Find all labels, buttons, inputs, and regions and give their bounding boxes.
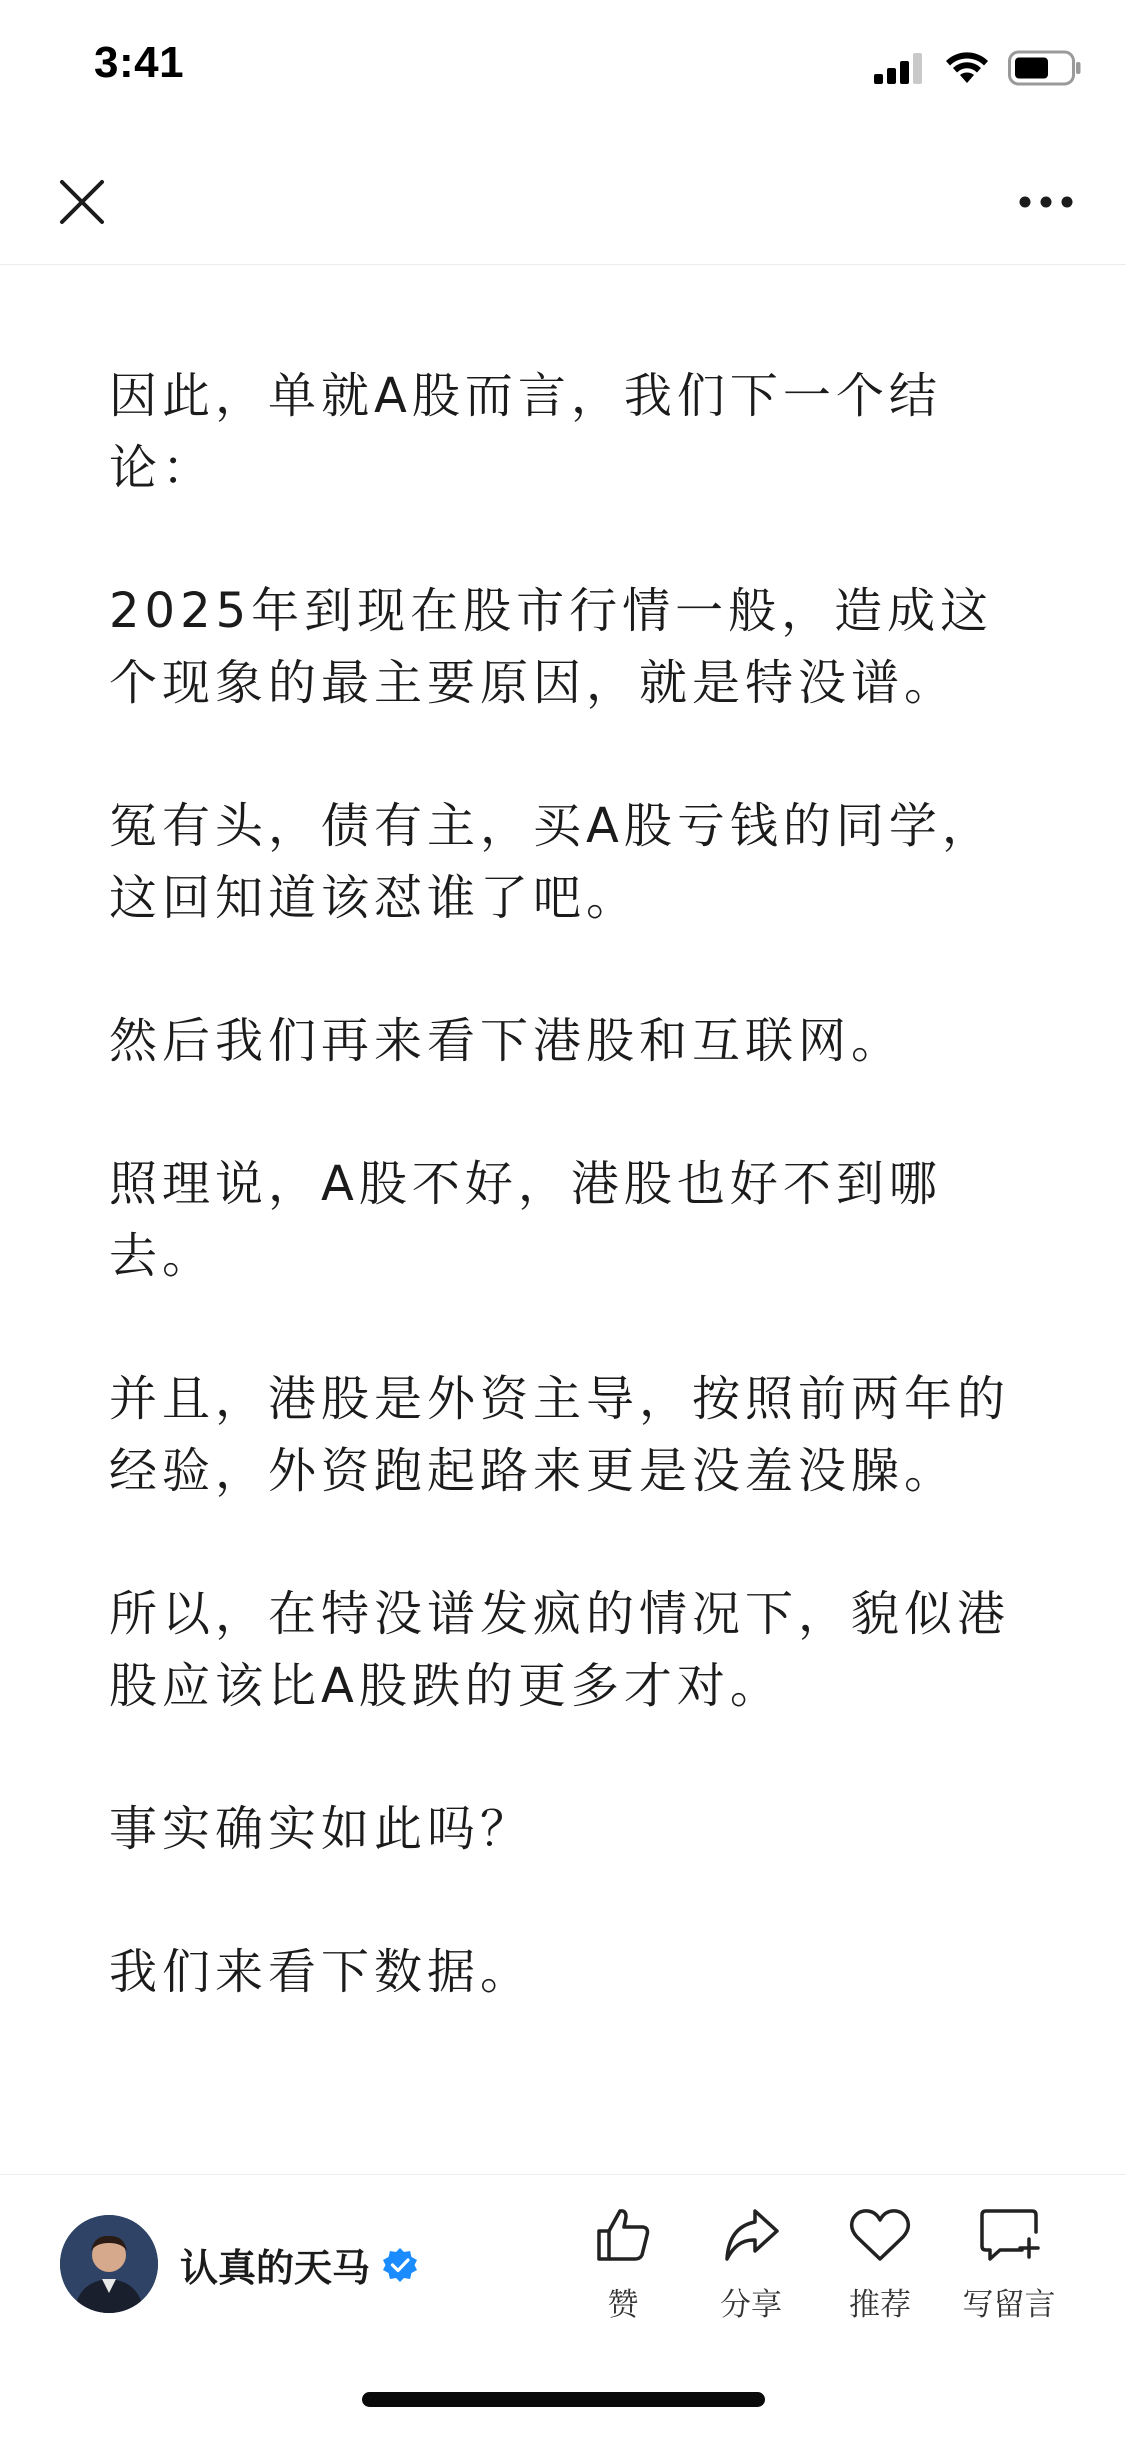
article-paragraph: 因此，单就A股而言，我们下一个结论： xyxy=(109,368,942,496)
share-button[interactable] xyxy=(691,2203,811,2324)
like-button[interactable] xyxy=(563,2203,683,2324)
cellular-signal-icon xyxy=(874,52,926,84)
status-time: 3:41 xyxy=(94,38,185,87)
like-label: 赞 xyxy=(607,2287,639,2323)
status-bar xyxy=(0,0,1126,132)
comment-button[interactable] xyxy=(949,2203,1069,2324)
comment-plus-icon xyxy=(978,2206,1040,2264)
article-body xyxy=(109,360,1019,2079)
recommend-label: 推荐 xyxy=(849,2287,911,2323)
article-paragraph: 事实确实如此吗？ xyxy=(109,1801,534,1857)
author-name-label: 认真的天马 xyxy=(180,2246,371,2290)
share-arrow-icon xyxy=(721,2205,781,2265)
wifi-icon xyxy=(944,51,990,85)
thumbs-up-icon xyxy=(593,2205,653,2265)
recommend-button[interactable] xyxy=(820,2203,940,2324)
avatar-image xyxy=(60,2215,158,2313)
article-paragraph: 照理说，A股不好，港股也好不到哪去。 xyxy=(109,1156,942,1284)
close-icon xyxy=(59,179,105,225)
article-paragraph: 然后我们再来看下港股和互联网。 xyxy=(109,1013,905,1069)
home-indicator[interactable] xyxy=(362,2392,765,2407)
battery-icon xyxy=(1008,50,1082,86)
comment-label: 写留言 xyxy=(962,2287,1056,2323)
article-paragraph: 我们来看下数据。 xyxy=(109,1944,534,2000)
share-label: 分享 xyxy=(720,2287,782,2323)
article-paragraph: 2025年到现在股市行情一般，造成这个现象的最主要原因，就是特没谱。 xyxy=(109,583,994,711)
author-name[interactable] xyxy=(180,2237,418,2292)
verified-badge-icon xyxy=(382,2247,418,2283)
nav-bar xyxy=(0,132,1126,265)
status-icons xyxy=(874,48,1082,88)
close-button[interactable] xyxy=(50,170,114,234)
article-paragraph: 冤有头，债有主，买A股亏钱的同学，这回知道该怼谁了吧。 xyxy=(109,798,995,926)
article-paragraph: 并且，港股是外资主导，按照前两年的经验，外资跑起路来更是没羞没臊。 xyxy=(109,1371,1011,1499)
heart-icon xyxy=(849,2207,911,2263)
article-paragraph: 所以，在特没谱发疯的情况下，貌似港股应该比A股跌的更多才对。 xyxy=(109,1586,1011,1714)
more-options-button[interactable] xyxy=(1010,172,1082,232)
author-avatar[interactable] xyxy=(60,2215,158,2313)
more-horizontal-icon xyxy=(1018,195,1074,209)
